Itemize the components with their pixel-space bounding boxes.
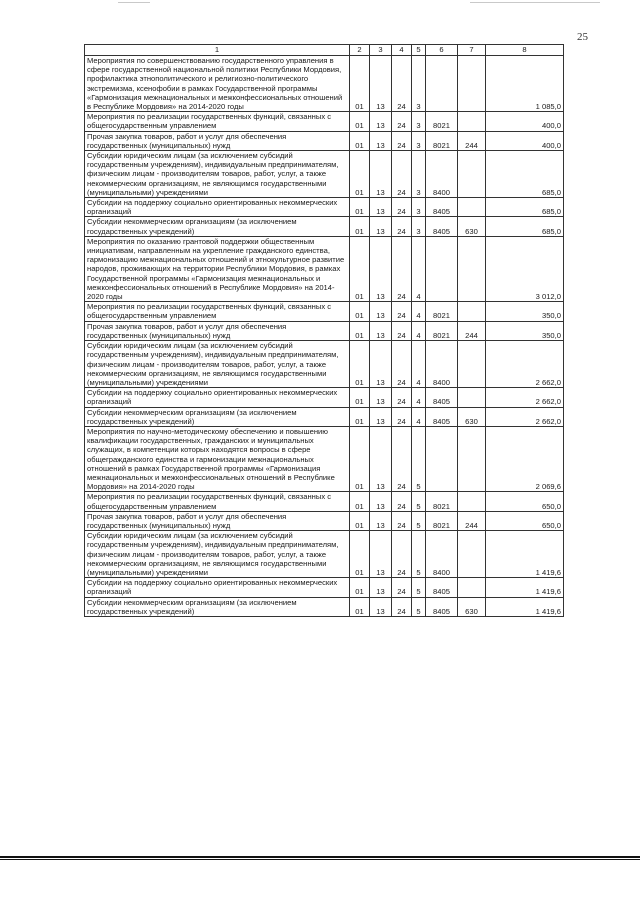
- subsection-cell: 13: [370, 407, 392, 426]
- amount-cell: 685,0: [486, 217, 564, 236]
- section-cell: 01: [350, 236, 370, 301]
- column-header: 1: [85, 45, 350, 56]
- section-cell: 01: [350, 511, 370, 530]
- subsection-cell: 13: [370, 511, 392, 530]
- expense-type-cell: 630: [458, 407, 486, 426]
- subprogram-cell: 4: [412, 388, 426, 407]
- direction-cell: 8405: [426, 407, 458, 426]
- description-cell: Прочая закупка товаров, работ и услуг для обеспечения государственных (муниципальных) нужд: [85, 511, 350, 530]
- amount-cell: 685,0: [486, 198, 564, 217]
- subsection-cell: 13: [370, 492, 392, 511]
- direction-cell: 8405: [426, 578, 458, 597]
- subsection-cell: 13: [370, 578, 392, 597]
- direction-cell: 8400: [426, 531, 458, 578]
- amount-cell: 2 662,0: [486, 341, 564, 388]
- program-cell: 24: [392, 198, 412, 217]
- expense-type-cell: 244: [458, 321, 486, 340]
- program-cell: 24: [392, 492, 412, 511]
- direction-cell: 8021: [426, 131, 458, 150]
- program-cell: 24: [392, 302, 412, 321]
- description-cell: Субсидии некоммерческим организациям (за исключением государственных учреждений): [85, 217, 350, 236]
- subprogram-cell: 3: [412, 56, 426, 112]
- direction-cell: 8400: [426, 151, 458, 198]
- description-cell: Мероприятия по научно-методическому обеспечению и повышению квалификации государственных, гражданских и муниципальных служащих, в компетенции которых находятся вопросы в сфере общегражданского единства и гармонизации межнациональных отношений в рамках Государственной программы «Гармонизация межнациональных и межконфессиональных отношений в Республике Мордовия» на 2014-2020 годы: [85, 426, 350, 491]
- description-cell: Субсидии некоммерческим организациям (за исключением государственных учреждений): [85, 597, 350, 616]
- amount-cell: 400,0: [486, 131, 564, 150]
- direction-cell: 8021: [426, 112, 458, 131]
- amount-cell: 3 012,0: [486, 236, 564, 301]
- expense-type-cell: [458, 112, 486, 131]
- program-cell: 24: [392, 151, 412, 198]
- amount-cell: 1 419,6: [486, 597, 564, 616]
- expense-type-cell: 630: [458, 217, 486, 236]
- subprogram-cell: 3: [412, 151, 426, 198]
- subsection-cell: 13: [370, 56, 392, 112]
- expense-type-cell: [458, 578, 486, 597]
- direction-cell: 8405: [426, 597, 458, 616]
- subprogram-cell: 3: [412, 217, 426, 236]
- program-cell: 24: [392, 511, 412, 530]
- table-row: [85, 597, 564, 616]
- amount-cell: 1 085,0: [486, 56, 564, 112]
- subprogram-cell: 5: [412, 531, 426, 578]
- section-cell: 01: [350, 302, 370, 321]
- description-cell: Субсидии на поддержку социально ориентированных некоммерческих организаций: [85, 198, 350, 217]
- expense-type-cell: [458, 198, 486, 217]
- subsection-cell: 13: [370, 388, 392, 407]
- description-cell: Субсидии на поддержку социально ориентированных некоммерческих организаций: [85, 388, 350, 407]
- table-row: [85, 198, 564, 217]
- section-cell: 01: [350, 388, 370, 407]
- section-cell: 01: [350, 217, 370, 236]
- scan-artifact: [118, 2, 150, 3]
- expense-type-cell: [458, 531, 486, 578]
- program-cell: 24: [392, 597, 412, 616]
- subprogram-cell: 4: [412, 236, 426, 301]
- column-header: 3: [370, 45, 392, 56]
- subsection-cell: 13: [370, 426, 392, 491]
- subsection-cell: 13: [370, 151, 392, 198]
- description-cell: Прочая закупка товаров, работ и услуг для обеспечения государственных (муниципальных) нужд: [85, 131, 350, 150]
- subprogram-cell: 5: [412, 426, 426, 491]
- direction-cell: 8021: [426, 302, 458, 321]
- subsection-cell: 13: [370, 302, 392, 321]
- column-header: 8: [486, 45, 564, 56]
- subsection-cell: 13: [370, 341, 392, 388]
- expense-type-cell: [458, 388, 486, 407]
- table-row: [85, 578, 564, 597]
- table-row: [85, 151, 564, 198]
- direction-cell: 8405: [426, 198, 458, 217]
- direction-cell: [426, 426, 458, 491]
- subprogram-cell: 5: [412, 511, 426, 530]
- program-cell: 24: [392, 407, 412, 426]
- table-body: [85, 56, 564, 617]
- program-cell: 24: [392, 578, 412, 597]
- section-cell: 01: [350, 151, 370, 198]
- amount-cell: 2 662,0: [486, 388, 564, 407]
- section-cell: 01: [350, 578, 370, 597]
- expense-type-cell: [458, 56, 486, 112]
- subprogram-cell: 4: [412, 321, 426, 340]
- table-row: [85, 511, 564, 530]
- amount-cell: 1 419,6: [486, 531, 564, 578]
- expense-type-cell: [458, 236, 486, 301]
- section-cell: 01: [350, 407, 370, 426]
- direction-cell: 8021: [426, 321, 458, 340]
- program-cell: 24: [392, 426, 412, 491]
- amount-cell: 350,0: [486, 302, 564, 321]
- table-row: [85, 56, 564, 112]
- column-header: 5: [412, 45, 426, 56]
- section-cell: 01: [350, 597, 370, 616]
- section-cell: 01: [350, 341, 370, 388]
- direction-cell: 8021: [426, 492, 458, 511]
- subsection-cell: 13: [370, 131, 392, 150]
- program-cell: 24: [392, 131, 412, 150]
- subsection-cell: 13: [370, 217, 392, 236]
- subprogram-cell: 4: [412, 302, 426, 321]
- description-cell: Мероприятия по реализации государственных функций, связанных с общегосударственным управлением: [85, 302, 350, 321]
- subprogram-cell: 3: [412, 112, 426, 131]
- section-cell: 01: [350, 321, 370, 340]
- table-row: [85, 112, 564, 131]
- description-cell: Прочая закупка товаров, работ и услуг для обеспечения государственных (муниципальных) нужд: [85, 321, 350, 340]
- subsection-cell: 13: [370, 236, 392, 301]
- table-row: [85, 131, 564, 150]
- program-cell: 24: [392, 236, 412, 301]
- expense-type-cell: [458, 341, 486, 388]
- amount-cell: 685,0: [486, 151, 564, 198]
- amount-cell: 1 419,6: [486, 578, 564, 597]
- subprogram-cell: 3: [412, 198, 426, 217]
- budget-table: [84, 44, 564, 617]
- column-header: 2: [350, 45, 370, 56]
- expense-type-cell: [458, 492, 486, 511]
- table-row: [85, 492, 564, 511]
- expense-type-cell: [458, 302, 486, 321]
- description-cell: Субсидии юридическим лицам (за исключением субсидий государственным учреждениям), индивидуальным предпринимателям, физическим лицам - производителям товаров, работ, услуг, а также некоммерческим организациям, не являющимся государственными (муниципальными) учреждениями: [85, 531, 350, 578]
- page-bottom-rule: [0, 859, 640, 860]
- description-cell: Субсидии некоммерческим организациям (за исключением государственных учреждений): [85, 407, 350, 426]
- column-header: 7: [458, 45, 486, 56]
- direction-cell: 8405: [426, 388, 458, 407]
- table-row: [85, 531, 564, 578]
- table-row: [85, 341, 564, 388]
- section-cell: 01: [350, 198, 370, 217]
- expense-type-cell: 630: [458, 597, 486, 616]
- program-cell: 24: [392, 341, 412, 388]
- description-cell: Субсидии юридическим лицам (за исключением субсидий государственным учреждениям), индивидуальным предпринимателям, физическим лицам - производителям товаров, работ, услуг, а также некоммерческим организациям, не являющимся государственными (муниципальными) учреждениями: [85, 151, 350, 198]
- program-cell: 24: [392, 56, 412, 112]
- section-cell: 01: [350, 492, 370, 511]
- subsection-cell: 13: [370, 531, 392, 578]
- table-row: [85, 302, 564, 321]
- section-cell: 01: [350, 426, 370, 491]
- subprogram-cell: 5: [412, 597, 426, 616]
- subsection-cell: 13: [370, 112, 392, 131]
- amount-cell: 2 662,0: [486, 407, 564, 426]
- subprogram-cell: 5: [412, 578, 426, 597]
- subprogram-cell: 3: [412, 131, 426, 150]
- direction-cell: [426, 56, 458, 112]
- section-cell: 01: [350, 56, 370, 112]
- description-cell: Субсидии юридическим лицам (за исключением субсидий государственным учреждениям), индивидуальным предпринимателям, физическим лицам - производителям товаров, работ, услуг, а также некоммерческим организациям, не являющимся государственными (муниципальными) учреждениями: [85, 341, 350, 388]
- table-header-row: [85, 45, 564, 56]
- amount-cell: 650,0: [486, 492, 564, 511]
- expense-type-cell: [458, 151, 486, 198]
- direction-cell: 8405: [426, 217, 458, 236]
- amount-cell: 650,0: [486, 511, 564, 530]
- program-cell: 24: [392, 321, 412, 340]
- subprogram-cell: 4: [412, 341, 426, 388]
- section-cell: 01: [350, 112, 370, 131]
- program-cell: 24: [392, 388, 412, 407]
- program-cell: 24: [392, 217, 412, 236]
- page-number: 25: [577, 31, 588, 43]
- expense-type-cell: [458, 426, 486, 491]
- description-cell: Мероприятия по реализации государственных функций, связанных с общегосударственным управлением: [85, 492, 350, 511]
- direction-cell: 8021: [426, 511, 458, 530]
- expense-type-cell: 244: [458, 511, 486, 530]
- table-row: [85, 388, 564, 407]
- table-row: [85, 236, 564, 301]
- description-cell: Мероприятия по оказанию грантовой поддержки общественным инициативам, направленным на укрепление гражданского единства, гармонизацию межнациональных отношений и этнокультурное развитие народов, проживающих на территории Республики Мордовия, в рамках Государственной программы «Гармонизация межнациональных и межконфессиональных отношений в Республике Мордовия» на 2014-2020 годы: [85, 236, 350, 301]
- section-cell: 01: [350, 531, 370, 578]
- subsection-cell: 13: [370, 198, 392, 217]
- description-cell: Мероприятия по реализации государственных функций, связанных с общегосударственным управлением: [85, 112, 350, 131]
- column-header: 4: [392, 45, 412, 56]
- table-row: [85, 407, 564, 426]
- amount-cell: 2 069,6: [486, 426, 564, 491]
- subprogram-cell: 4: [412, 407, 426, 426]
- subsection-cell: 13: [370, 321, 392, 340]
- table-row: [85, 321, 564, 340]
- scan-artifact: [470, 2, 600, 3]
- description-cell: Субсидии на поддержку социально ориентированных некоммерческих организаций: [85, 578, 350, 597]
- expense-type-cell: 244: [458, 131, 486, 150]
- direction-cell: 8400: [426, 341, 458, 388]
- subsection-cell: 13: [370, 597, 392, 616]
- section-cell: 01: [350, 131, 370, 150]
- table-row: [85, 426, 564, 491]
- program-cell: 24: [392, 112, 412, 131]
- column-header: 6: [426, 45, 458, 56]
- amount-cell: 350,0: [486, 321, 564, 340]
- subprogram-cell: 5: [412, 492, 426, 511]
- description-cell: Мероприятия по совершенствованию государственного управления в сфере государственной национальной политики Республики Мордовия, профилактика этнополитического и религиозно-политического экстремизма, ксенофобии в рамках Государственной программы «Гармонизация межнациональных и межконфессиональных отношений в Республике Мордовия» на 2014-2020 годы: [85, 56, 350, 112]
- page-bottom-rule: [0, 856, 640, 858]
- table-row: [85, 217, 564, 236]
- amount-cell: 400,0: [486, 112, 564, 131]
- program-cell: 24: [392, 531, 412, 578]
- direction-cell: [426, 236, 458, 301]
